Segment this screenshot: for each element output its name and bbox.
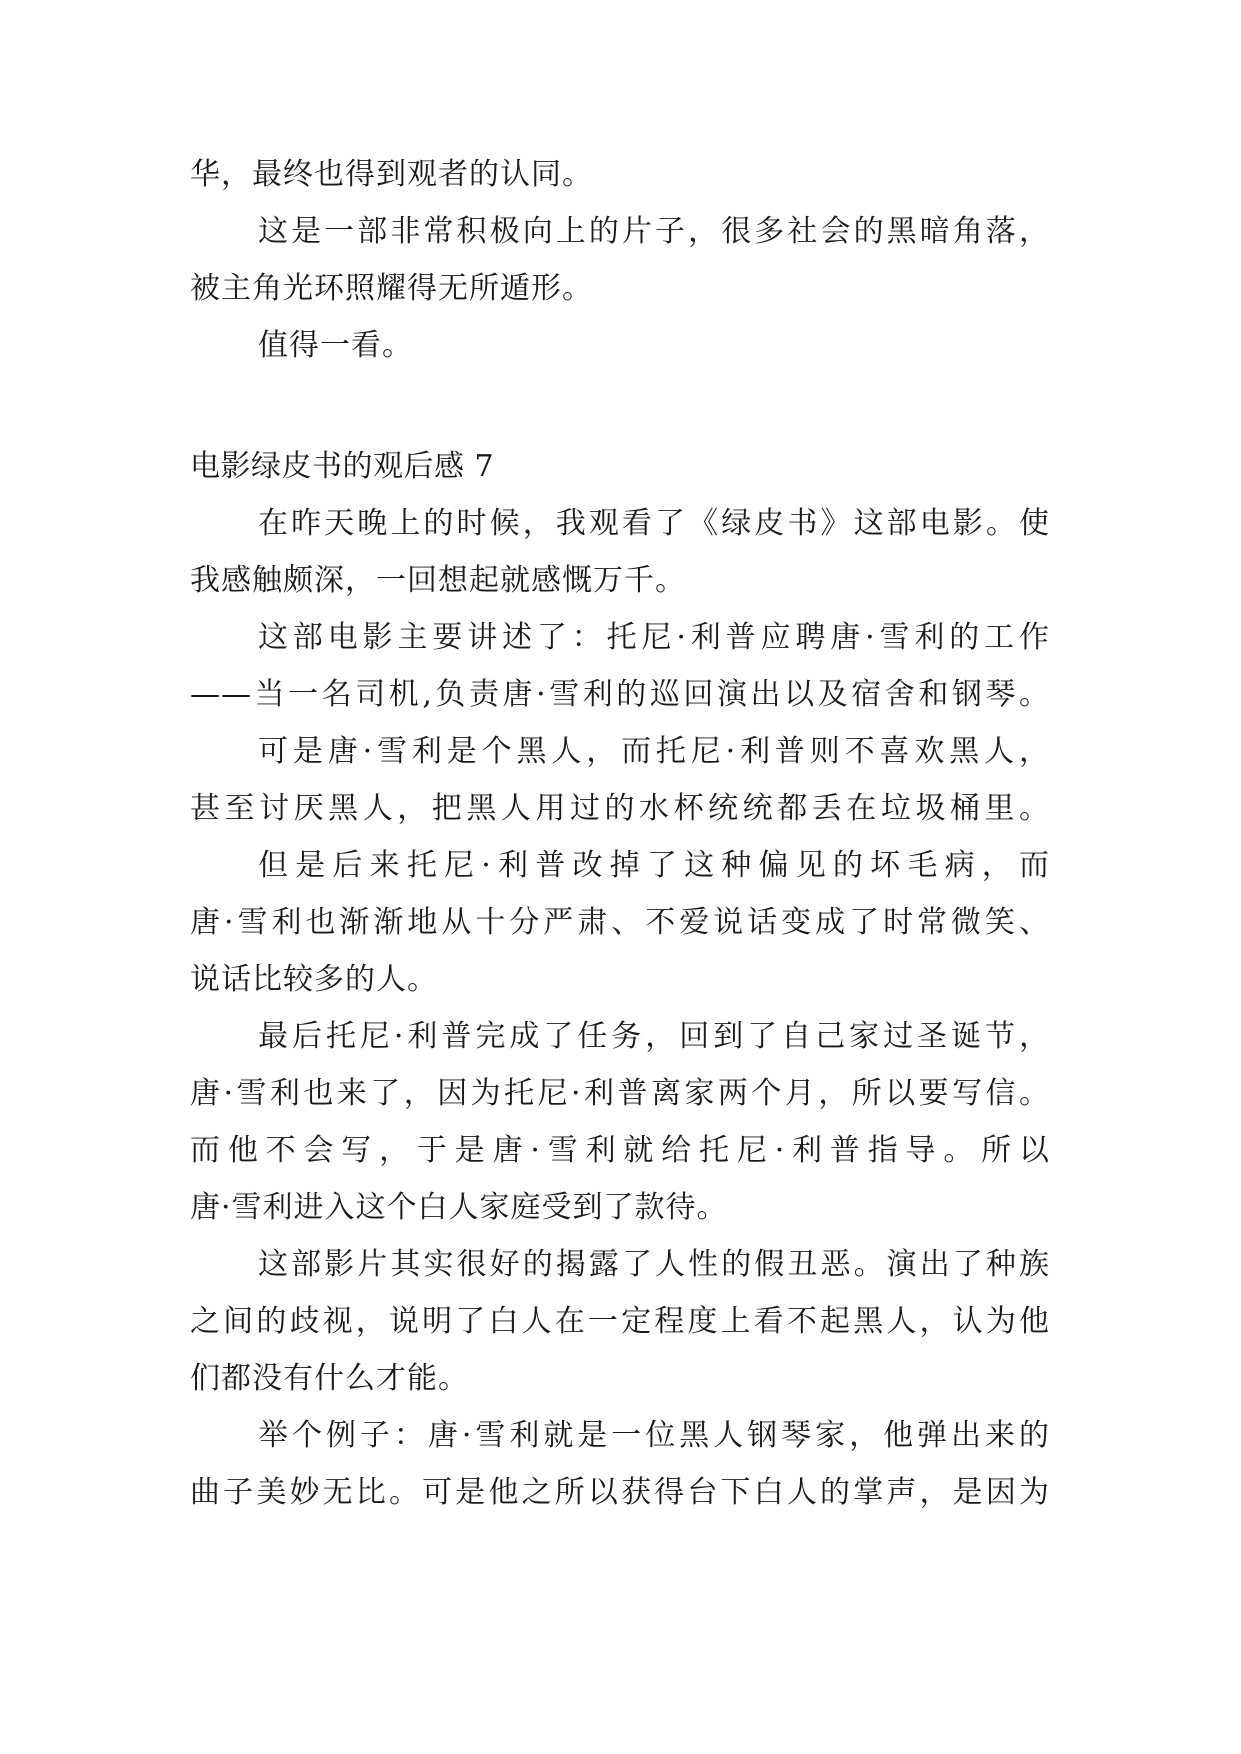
paragraph-line: 值得一看。 bbox=[258, 328, 413, 363]
paragraph-line: 但是后来托尼·利普改掉了这种偏见的坏毛病，而 bbox=[258, 848, 1050, 883]
paragraph-line: 唐·雪利也来了，因为托尼·利普离家两个月，所以要写信。 bbox=[190, 1076, 1050, 1111]
paragraph-line: 唐·雪利进入这个白人家庭受到了款待。 bbox=[190, 1190, 728, 1225]
paragraph-line: 这部影片其实很好的揭露了人性的假丑恶。演出了种族 bbox=[258, 1247, 1050, 1282]
paragraph-line: 们都没有什么才能。 bbox=[190, 1361, 469, 1396]
paragraph-line: 被主角光环照耀得无所遁形。 bbox=[190, 271, 593, 306]
paragraph-line: 唐·雪利也渐渐地从十分严肃、不爱说话变成了时常微笑、 bbox=[190, 905, 1050, 940]
paragraph-line: 华，最终也得到观者的认同。 bbox=[190, 157, 593, 192]
paragraph-line: 最后托尼·利普完成了任务，回到了自己家过圣诞节， bbox=[258, 1019, 1050, 1054]
paragraph-line: 说话比较多的人。 bbox=[190, 962, 438, 997]
paragraph-line: 举个例子：唐·雪利就是一位黑人钢琴家，他弹出来的 bbox=[258, 1418, 1050, 1453]
paragraph-line: 甚至讨厌黑人，把黑人用过的水杯统统都丢在垃圾桶里。 bbox=[190, 791, 1050, 826]
paragraph-line: 曲子美妙无比。可是他之所以获得台下白人的掌声，是因为 bbox=[190, 1475, 1050, 1510]
paragraph-line: 可是唐·雪利是个黑人，而托尼·利普则不喜欢黑人， bbox=[258, 734, 1050, 769]
paragraph-line: 而他不会写，于是唐·雪利就给托尼·利普指导。所以 bbox=[190, 1133, 1050, 1168]
paragraph-line: 在昨天晚上的时候，我观看了《绿皮书》这部电影。使 bbox=[258, 506, 1050, 541]
paragraph-line: ——当一名司机,负责唐·雪利的巡回演出以及宿舍和钢琴。 bbox=[190, 677, 1050, 712]
section-heading: 电影绿皮书的观后感 7 bbox=[190, 449, 495, 484]
paragraph-line: 之间的歧视，说明了白人在一定程度上看不起黑人，认为他 bbox=[190, 1304, 1050, 1339]
paragraph-line: 这是一部非常积极向上的片子，很多社会的黑暗角落， bbox=[258, 214, 1050, 249]
paragraph-line: 这部电影主要讲述了：托尼·利普应聘唐·雪利的工作 bbox=[258, 620, 1050, 655]
paragraph-line: 我感触颇深，一回想起就感慨万千。 bbox=[190, 563, 686, 598]
